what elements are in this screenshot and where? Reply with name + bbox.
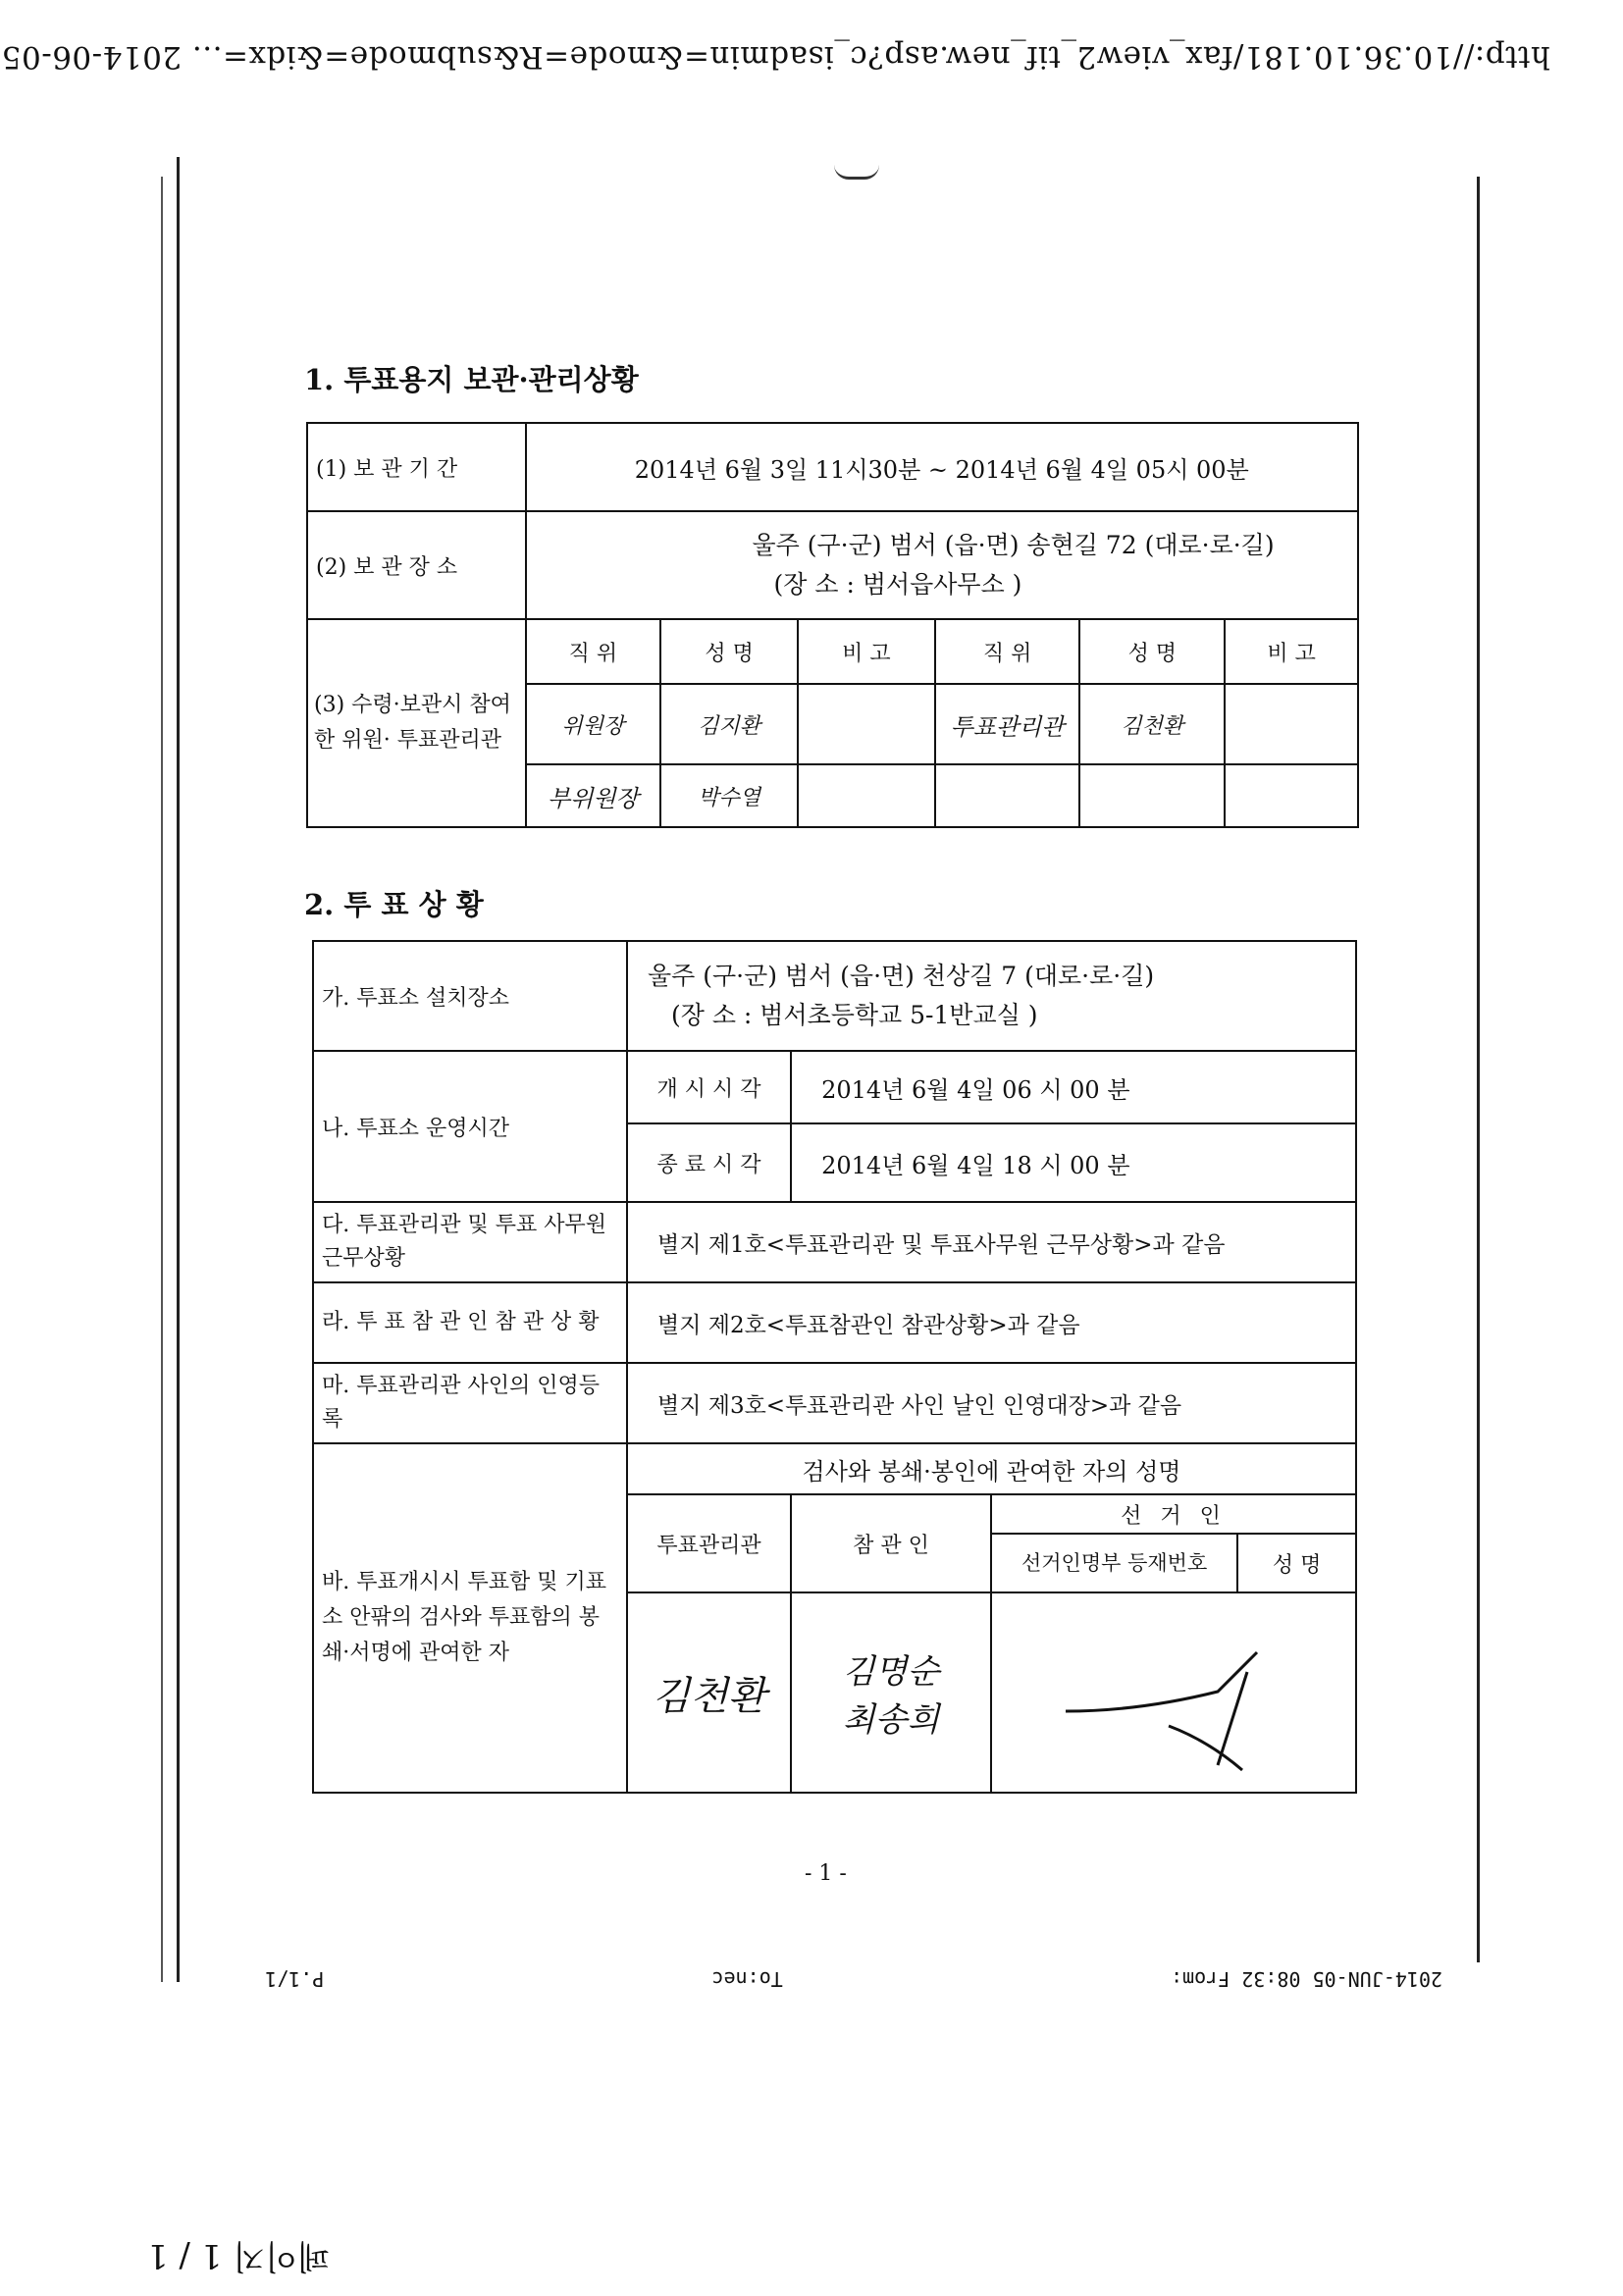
period-label: (1) 보 관 기 간: [307, 423, 526, 511]
staff-value: 별지 제1호<투표관리관 및 투표사무원 근무상황>과 같음: [627, 1202, 1356, 1282]
voter-signature-mark: [991, 1592, 1356, 1793]
fax-url-header: http://10.36.10.181/fax_view2_tif_new.asp?c_isadmin=&mode=R&submode=&idx=... 2014-06-05: [1, 39, 1550, 75]
col-name-1: 성 명: [660, 619, 798, 684]
viewer-page-indicator: 페이지 1 / 1: [147, 2236, 330, 2275]
scan-margin-line-left: [177, 157, 180, 1982]
observer-value: 별지 제2호<투표참관인 참관상황>과 같음: [627, 1282, 1356, 1363]
col-note-2: 비 고: [1225, 619, 1358, 684]
voting-table: [312, 940, 1357, 1794]
page-number: - 1 -: [805, 1861, 847, 1886]
venue-label: 가. 투표소 설치장소: [313, 941, 627, 1051]
col-position-1: 직 위: [526, 619, 661, 684]
fax-footer-left: 2014-JUN-05 08:32 From:: [1171, 1967, 1442, 1991]
observer-label: 라. 투 표 참 관 인 참 관 상 황: [313, 1282, 627, 1363]
period-value: 2014년 6월 3일 11시30분 ~ 2014년 6월 4일 05시 00분: [526, 423, 1358, 511]
manager-signature: 김천환: [627, 1592, 791, 1793]
member-note: [1225, 764, 1358, 827]
member-note: [798, 684, 935, 764]
inspection-header: 검사와 봉쇄·봉인에 관여한 자의 성명: [627, 1443, 1356, 1494]
fax-footer-middle: To:nec: [711, 1967, 783, 1991]
storage-table: [306, 422, 1359, 828]
place-value: [526, 511, 1358, 619]
hours-label: 나. 투표소 운영시간: [313, 1051, 627, 1202]
member-name: 박수열: [660, 764, 798, 827]
member-note: [798, 764, 935, 827]
col-note-1: 비 고: [798, 619, 935, 684]
members-label: (3) 수령·보관시 참여한 위원· 투표관리관: [307, 619, 526, 827]
observer-signature-1: 김명순: [842, 1652, 940, 1692]
place-line1: 울주 (구·군) 범서 (읍·면) 송현길 72 (대로·로·길): [752, 531, 1275, 559]
member-name: 김지환: [660, 684, 798, 764]
seal-value: 별지 제3호<투표관리관 사인 날인 인영대장>과 같음: [627, 1363, 1356, 1443]
member-position: [935, 764, 1080, 827]
section1-title: 1. 투표용지 보관·관리상황: [304, 363, 639, 396]
col-observer: 참 관 인: [791, 1494, 991, 1592]
fax-footer-right: P.1/1: [265, 1967, 325, 1991]
fax-transmission-footer: [265, 1967, 1442, 1991]
scan-margin-line-right: [1477, 177, 1480, 1962]
col-manager: 투표관리관: [627, 1494, 791, 1592]
staff-label: 다. 투표관리관 및 투표 사무원 근무상황: [313, 1202, 627, 1282]
col-voter-number: 선거인명부 등재번호: [991, 1534, 1237, 1592]
inspection-label: 바. 투표개시시 투표함 및 기표소 안팎의 검사와 투표함의 봉쇄·서명에 관여한 자: [313, 1443, 627, 1793]
col-name-2: 성 명: [1079, 619, 1225, 684]
place-line2: (장 소 : 범서읍사무소 ): [773, 570, 1022, 599]
col-voter-name: 성 명: [1237, 1534, 1356, 1592]
venue-value: [627, 941, 1356, 1051]
venue-line1: 울주 (구·군) 범서 (읍·면) 천상길 7 (대로·로·길): [647, 962, 1155, 990]
member-position: 위원장: [526, 684, 661, 764]
seal-label: 마. 투표관리관 사인의 인영등록: [313, 1363, 627, 1443]
close-time-value: 2014년 6월 4일 18 시 00 분: [791, 1123, 1356, 1202]
member-note: [1225, 684, 1358, 764]
open-time-value: 2014년 6월 4일 06 시 00 분: [791, 1051, 1356, 1123]
member-position: 부위원장: [526, 764, 661, 827]
member-name: [1079, 764, 1225, 827]
col-voter: 선 거 인: [991, 1494, 1356, 1534]
close-time-label: 종 료 시 각: [627, 1123, 791, 1202]
logo-mark: [834, 165, 879, 180]
member-name: 김천환: [1079, 684, 1225, 764]
col-position-2: 직 위: [935, 619, 1080, 684]
section2-title: 2. 투 표 상 황: [304, 888, 484, 921]
member-position: 투표관리관: [935, 684, 1080, 764]
observer-signatures: [791, 1592, 991, 1793]
observer-signature-2: 최송희: [842, 1700, 940, 1740]
venue-line2: (장 소 : 범서초등학교 5-1반교실 ): [670, 1001, 1038, 1029]
place-label: (2) 보 관 장 소: [307, 511, 526, 619]
open-time-label: 개 시 시 각: [627, 1051, 791, 1123]
scribble-mark: [992, 1593, 1355, 1786]
scan-margin-line-left-2: [161, 177, 163, 1982]
